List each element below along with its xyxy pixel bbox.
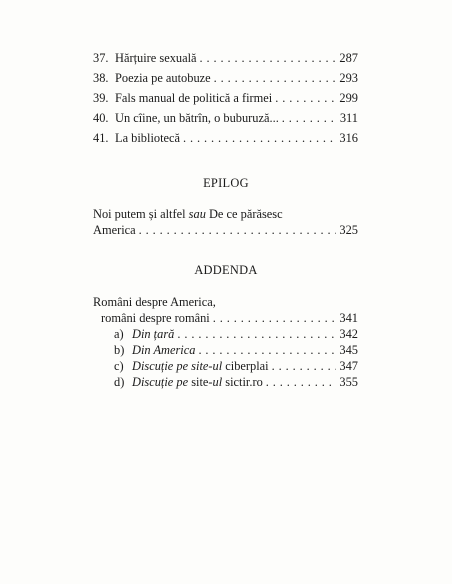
toc-subentry	[114, 358, 358, 374]
subentry-rest: site-	[188, 375, 213, 389]
subentry-title: Din America	[132, 343, 196, 357]
page-number: 325	[339, 223, 358, 237]
toc-subentry	[114, 342, 358, 358]
toc-entry	[93, 50, 358, 66]
page-number: 299	[339, 91, 358, 105]
subentry-rest: sictir.ro	[222, 375, 263, 389]
addenda-title-line1: Români despre America,	[93, 295, 216, 309]
chapter-number: 38.	[93, 71, 109, 85]
chapter-title: La bibliotecă	[115, 131, 181, 145]
epilog-text: Noi putem și altfel	[93, 207, 189, 221]
page-number: 311	[339, 111, 358, 125]
toc-entry-epilog	[93, 222, 358, 238]
subentry-title	[132, 374, 263, 390]
page-number: 341	[339, 311, 358, 325]
dot-leader	[183, 130, 336, 146]
subentry-letter: c)	[114, 359, 124, 373]
chapter-title: Hărțuire sexuală	[115, 51, 197, 65]
toc-subentry	[114, 326, 358, 342]
dot-leader	[282, 110, 337, 126]
page-number: 316	[339, 131, 358, 145]
epilog-title-line1	[93, 206, 283, 222]
page-number: 345	[339, 343, 358, 357]
epilog-text: De ce părăsesc	[205, 207, 283, 221]
dot-leader	[214, 70, 337, 86]
dot-leader	[139, 222, 337, 238]
toc-entry	[93, 110, 358, 126]
subentry-title	[132, 358, 269, 374]
toc-entry	[93, 90, 358, 106]
subentry-letter: a)	[114, 327, 124, 341]
toc-subentry	[114, 374, 358, 390]
dot-leader	[177, 326, 336, 342]
page-number: 355	[339, 375, 358, 389]
dot-leader	[213, 310, 337, 326]
epilog-italic-sau: sau	[188, 207, 206, 221]
dot-leader	[198, 342, 336, 358]
page-number: 342	[339, 327, 358, 341]
epilog-heading: EPILOG	[203, 176, 249, 190]
addenda-heading: ADDENDA	[194, 263, 258, 277]
dot-leader	[272, 358, 337, 374]
subentry-italic: Discuție pe	[132, 375, 189, 389]
toc-entry	[93, 130, 358, 146]
dot-leader	[200, 50, 337, 66]
toc-entry-addenda	[101, 310, 358, 326]
addenda-title-line2: români despre români	[101, 311, 210, 325]
subentry-title: Din țară	[132, 327, 175, 341]
dot-leader	[266, 374, 337, 390]
subentry-italic: ul	[212, 375, 223, 389]
chapter-title: Un cîine, un bătrîn, o buburuză...	[115, 111, 279, 125]
subentry-italic: Discuție pe site-ul	[132, 359, 223, 373]
dot-leader	[275, 90, 336, 106]
chapter-number: 39.	[93, 91, 109, 105]
chapter-number: 40.	[93, 111, 109, 125]
chapter-number: 37.	[93, 51, 109, 65]
chapter-number: 41.	[93, 131, 109, 145]
subentry-letter: b)	[114, 343, 125, 357]
chapter-title: Fals manual de politică a firmei	[115, 91, 273, 105]
page-number: 293	[339, 71, 358, 85]
toc-entry	[93, 70, 358, 86]
subentry-rest: ciberplai	[222, 359, 269, 373]
chapter-title: Poezia pe autobuze	[115, 71, 211, 85]
subentry-letter: d)	[114, 375, 125, 389]
epilog-title-line2: America	[93, 223, 136, 237]
page-number: 347	[339, 359, 358, 373]
page-number: 287	[339, 51, 358, 65]
